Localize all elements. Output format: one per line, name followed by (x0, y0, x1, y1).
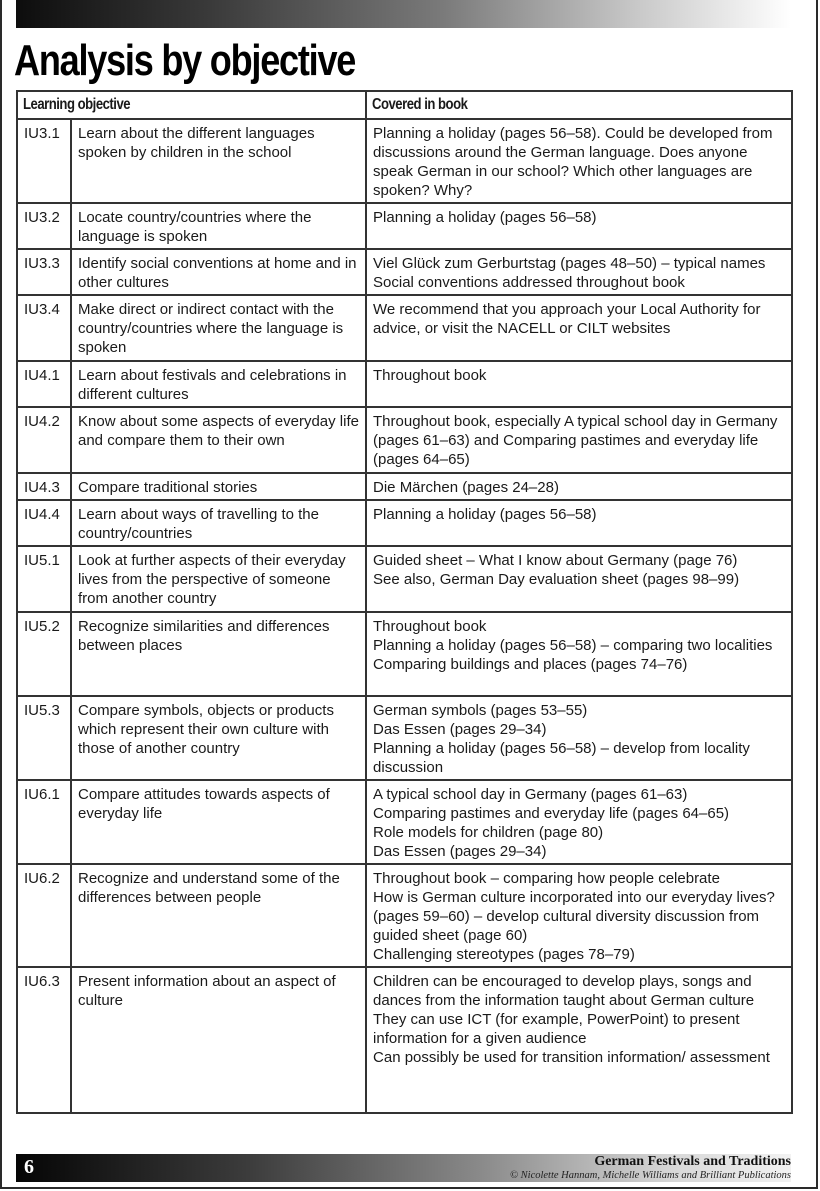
covered-in-book-entry: German symbols (pages 53–55) (373, 702, 588, 719)
covered-in-book-entry: A typical school day in Germany (pages 61–63) (373, 786, 688, 803)
objective-code: IU3.3 (17, 249, 71, 295)
covered-in-book-cell (366, 546, 792, 612)
covered-in-book-cell (366, 612, 792, 696)
covered-in-book-entry: Can possibly be used for transition information/ assessment (373, 1049, 770, 1066)
objective-code: IU5.1 (17, 546, 71, 612)
covered-in-book-entry: Planning a holiday (pages 56–58) – develop from locality discussion (373, 740, 750, 776)
covered-in-book-entry: They can use ICT (for example, PowerPoint) to present information for a given audience (373, 1011, 740, 1047)
table-row (17, 612, 792, 696)
covered-in-book-entry: Throughout book (373, 618, 487, 635)
covered-in-book-entry: We recommend that you approach your Local Authority for advice, or visit the NACELL or CILT websites (373, 301, 761, 337)
book-title: German Festivals and Traditions (594, 1154, 791, 1169)
covered-in-book-entry: Children can be encouraged to develop plays, songs and dances from the information taught about German culture (373, 973, 755, 1009)
covered-in-book-entry: Challenging stereotypes (pages 78–79) (373, 946, 635, 963)
objective-code: IU6.1 (17, 780, 71, 864)
covered-in-book-cell (366, 967, 792, 1113)
table-row (17, 119, 792, 203)
objective-description: Recognize and understand some of the differences between people (71, 864, 366, 967)
covered-in-book-cell (366, 473, 792, 500)
column-header-learning-objective (17, 91, 366, 119)
covered-in-book-entry: Das Essen (pages 29–34) (373, 721, 547, 738)
objective-description: Recognize similarities and differences between places (71, 612, 366, 696)
objective-description: Compare attitudes towards aspects of everyday life (71, 780, 366, 864)
footer-gradient-band (16, 1154, 791, 1182)
covered-in-book-cell (366, 780, 792, 864)
covered-in-book-cell (366, 500, 792, 546)
objective-code: IU5.2 (17, 612, 71, 696)
table-body (17, 119, 792, 1113)
objective-code: IU4.3 (17, 473, 71, 500)
table-row (17, 864, 792, 967)
covered-in-book-entry: Throughout book (373, 367, 487, 384)
covered-in-book-entry: Throughout book – comparing how people celebrate (373, 870, 720, 887)
objective-code: IU5.3 (17, 696, 71, 780)
objective-description: Learn about festivals and celebrations in different cultures (71, 361, 366, 407)
objectives-table (16, 90, 793, 1114)
page-number: 6 (24, 1156, 34, 1178)
objective-description: Learn about the different languages spoken by children in the school (71, 119, 366, 203)
covered-in-book-cell (366, 864, 792, 967)
table-row (17, 407, 792, 473)
copyright-notice: © Nicolette Hannam, Michelle Williams and Brilliant Publications (510, 1170, 791, 1181)
table-row (17, 546, 792, 612)
objective-code: IU4.4 (17, 500, 71, 546)
objective-code: IU4.1 (17, 361, 71, 407)
table-header-row (17, 91, 792, 119)
page-title: Analysis by objective (14, 36, 356, 85)
table-row (17, 500, 792, 546)
covered-in-book-entry: Comparing pastimes and everyday life (pages 64–65) (373, 805, 730, 822)
objective-description: Know about some aspects of everyday life and compare them to their own (71, 407, 366, 473)
covered-in-book-entry: Planning a holiday (pages 56–58) – comparing two localities (373, 637, 773, 654)
table-row (17, 473, 792, 500)
covered-in-book-entry: Guided sheet – What I know about Germany (page 76) (373, 552, 738, 569)
table-row (17, 361, 792, 407)
column-header-covered-in-book (366, 91, 792, 119)
table-row (17, 696, 792, 780)
objective-description: Locate country/countries where the language is spoken (71, 203, 366, 249)
objective-code: IU3.2 (17, 203, 71, 249)
covered-in-book-entry: Role models for children (page 80) (373, 824, 604, 841)
covered-in-book-cell (366, 696, 792, 780)
covered-in-book-entry: Throughout book, especially A typical school day in Germany (pages 61–63) and Comparing pastimes and everyday life (pages 64–65) (373, 413, 778, 468)
objective-code: IU4.2 (17, 407, 71, 473)
table-row (17, 249, 792, 295)
objective-description: Make direct or indirect contact with the country/countries where the language is spoken (71, 295, 366, 361)
objective-description: Compare traditional stories (71, 473, 366, 500)
objective-description: Learn about ways of travelling to the country/countries (71, 500, 366, 546)
objective-description: Compare symbols, objects or products which represent their own culture with those of another country (71, 696, 366, 780)
covered-in-book-entry: Die Märchen (pages 24–28) (373, 479, 559, 496)
objective-code: IU6.3 (17, 967, 71, 1113)
covered-in-book-cell (366, 203, 792, 249)
objective-code: IU3.1 (17, 119, 71, 203)
covered-in-book-entry: Planning a holiday (pages 56–58) (373, 506, 597, 523)
covered-in-book-entry: Social conventions addressed throughout book (373, 274, 685, 291)
header-gradient-band (16, 0, 791, 28)
objective-code: IU3.4 (17, 295, 71, 361)
table-row (17, 295, 792, 361)
covered-in-book-entry: How is German culture incorporated into our everyday lives? (pages 59–60) – develop cultural diversity discussion from guided sheet (page 60) (373, 889, 775, 944)
table-row (17, 780, 792, 864)
covered-in-book-entry: Comparing buildings and places (pages 74–76) (373, 656, 688, 673)
covered-in-book-entry: Planning a holiday (pages 56–58). Could be developed from discussions around the German language. Does anyone speak German in our school? Which other languages are spoken? Why? (373, 125, 773, 199)
column-header-label: Learning objective (23, 96, 131, 113)
table-row (17, 203, 792, 249)
covered-in-book-cell (366, 361, 792, 407)
covered-in-book-entry: See also, German Day evaluation sheet (pages 98–99) (373, 571, 740, 588)
covered-in-book-cell (366, 407, 792, 473)
objective-description: Look at further aspects of their everyday lives from the perspective of someone from another country (71, 546, 366, 612)
covered-in-book-cell (366, 249, 792, 295)
objective-description: Identify social conventions at home and in other cultures (71, 249, 366, 295)
covered-in-book-entry: Viel Glück zum Gerburtstag (pages 48–50) – typical names (373, 255, 766, 272)
objective-description: Present information about an aspect of culture (71, 967, 366, 1113)
table-row (17, 967, 792, 1113)
covered-in-book-entry: Das Essen (pages 29–34) (373, 843, 547, 860)
covered-in-book-cell (366, 119, 792, 203)
objective-code: IU6.2 (17, 864, 71, 967)
covered-in-book-entry: Planning a holiday (pages 56–58) (373, 209, 597, 226)
column-header-label: Covered in book (372, 96, 468, 113)
covered-in-book-cell (366, 295, 792, 361)
